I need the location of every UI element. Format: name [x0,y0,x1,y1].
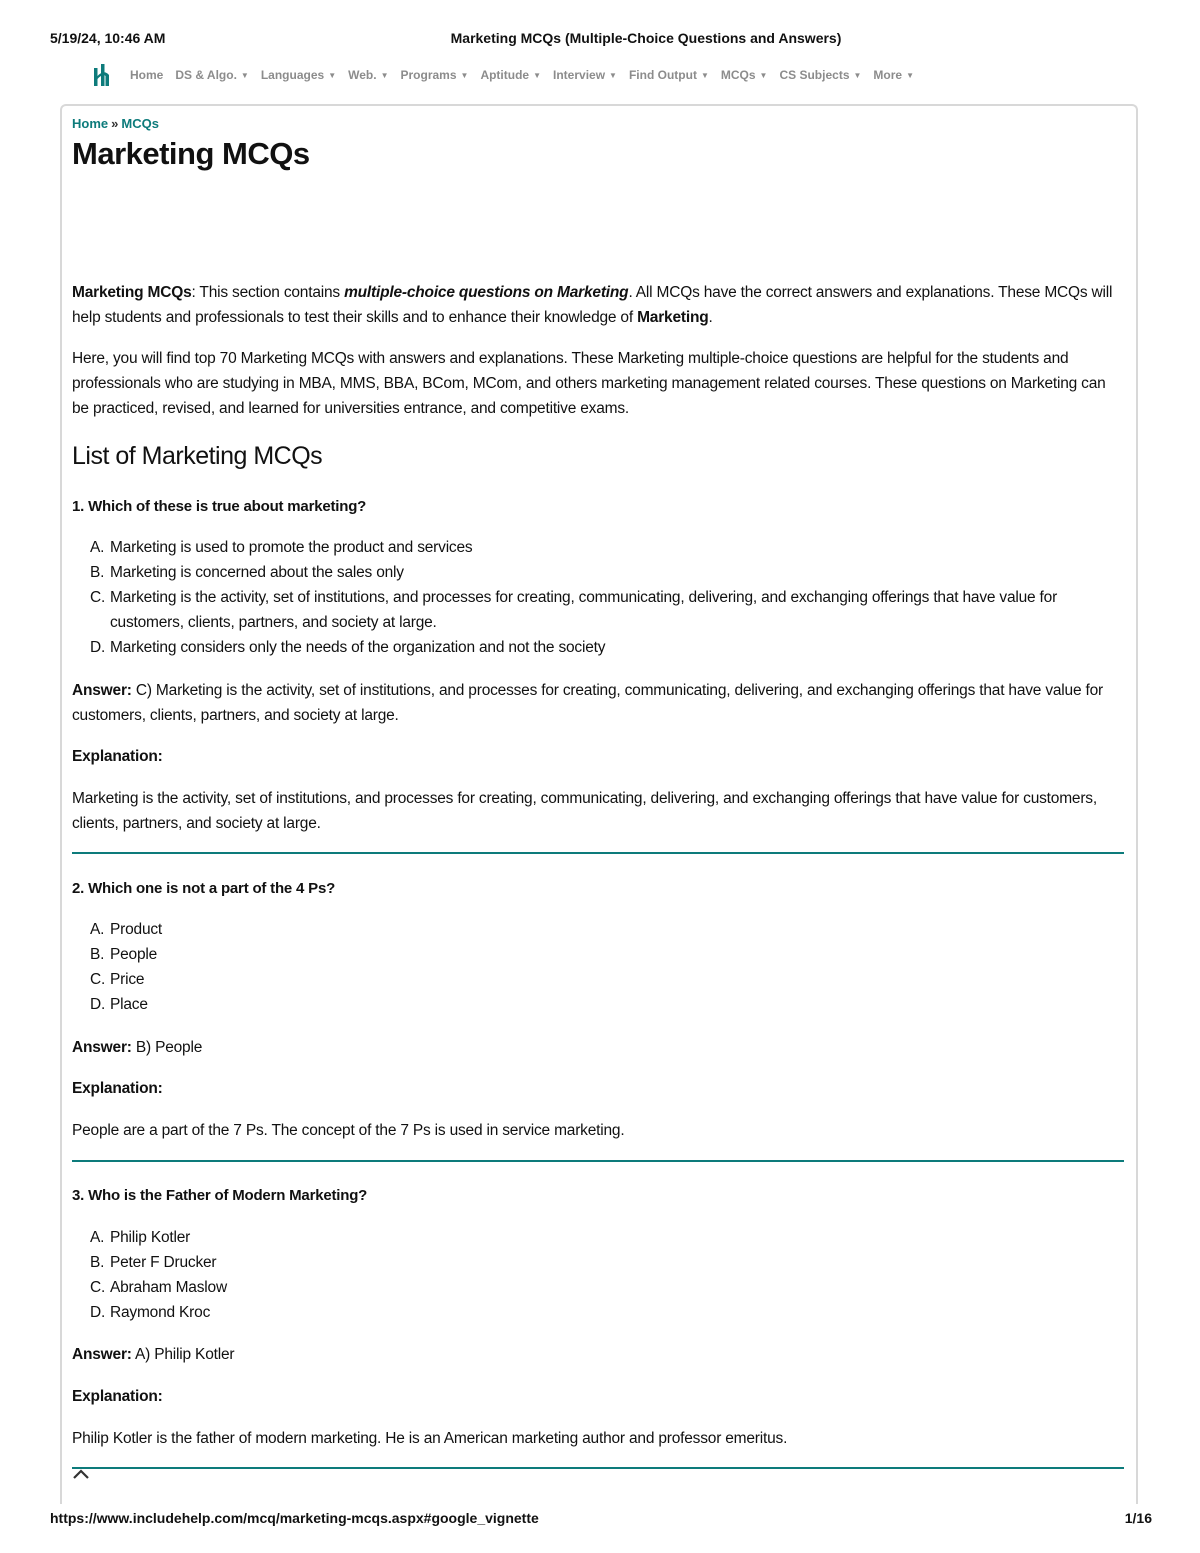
intro-text-b: . All MCQs have the correct answers and explanations. These MCQs will help students and professionals to test their skills and to enhance their knowledge of [72,284,1113,326]
chevron-down-icon: ▼ [700,71,709,80]
answer-label: Answer: [72,682,132,699]
option-letter: A. [90,539,105,556]
option-d[interactable] [90,635,1104,660]
answer-text: C) Marketing is the activity, set of institutions, and processes for creating, communicating, delivering, and exchanging offerings that have value for customers, clients, partners, and society at large. [72,682,1103,724]
option-text: Philip Kotler [110,1229,191,1246]
option-letter: A. [90,921,105,938]
option-text: Product [110,921,163,938]
nav-item-home[interactable] [130,68,163,82]
nav-item-ds-algo[interactable] [175,68,248,82]
intro-paragraph-2: Here, you will find top 70 Marketing MCQs with answers and explanations. These Marketing multiple-choice questions are helpful for the students and professionals who are studying in MBA, MMS, BBA, BCom, MCom, and others marketing management related courses. These questions on Marketing can be practiced, revised, and learned for universities entrance, and competitive exams. [72,350,1106,417]
question-1-explanation-label: Explanation: [72,748,163,765]
breadcrumb-home-link[interactable]: Home [72,116,109,131]
nav-item-label: Find Output [628,68,697,82]
nav-item-label: MCQs [720,68,756,82]
top-navbar [92,62,926,88]
question-text: 3. Who is the Father of Modern Marketing? [72,1187,368,1204]
answer-label: Answer: [72,1346,132,1363]
option-b[interactable] [90,1250,1104,1275]
question-3 [72,1185,1124,1207]
option-text: Marketing is concerned about the sales only [110,564,404,581]
nav-item-web[interactable] [348,68,388,82]
nav-item-more[interactable] [873,68,914,82]
option-letter: D. [90,996,106,1013]
chevron-down-icon: ▼ [460,71,469,80]
question-divider [72,1467,1124,1469]
question-divider [72,1160,1124,1162]
option-c[interactable] [90,585,1104,635]
nav-items [130,68,926,82]
scroll-to-top-button[interactable] [72,1468,132,1488]
breadcrumb [72,116,159,131]
question-1-explanation: Marketing is the activity, set of institutions, and processes for creating, communicating, delivering, and exchanging offerings that have value for customers, clients, partners, and society at large. [72,790,1097,832]
nav-item-languages[interactable] [261,68,336,82]
chevron-down-icon: ▼ [759,71,768,80]
question-divider [72,852,1124,854]
intro-text-a: : This section contains [191,284,345,301]
option-letter: B. [90,946,105,963]
option-letter: A. [90,1229,105,1246]
nav-item-label: Languages [260,68,325,82]
nav-item-find-output[interactable] [629,68,709,82]
intro-emphasis: multiple-choice questions on Marketing [344,284,629,301]
option-d[interactable] [90,1300,1104,1325]
question-2-options [90,917,1104,1017]
print-doc-title: Marketing MCQs (Multiple-Choice Questions and Answers) [450,30,842,46]
chevron-down-icon: ▼ [240,71,249,80]
question-3-answer [72,1342,1124,1367]
option-b[interactable] [90,942,1104,967]
nav-item-aptitude[interactable] [480,68,541,82]
content-card [60,104,1138,1504]
nav-item-mcqs[interactable] [721,68,768,82]
question-2-explanation-label: Explanation: [72,1080,163,1097]
chevron-down-icon: ▼ [328,71,337,80]
nav-item-label: Aptitude [480,68,530,82]
option-text: Marketing considers only the needs of the organization and not the society [110,639,606,656]
print-footer [50,1510,1152,1530]
option-letter: D. [90,1304,106,1321]
answer-text: B) People [135,1039,203,1056]
includehelp-logo-icon[interactable] [92,64,112,86]
option-letter: C. [90,1279,106,1296]
option-d[interactable] [90,992,1104,1017]
chevron-down-icon: ▼ [609,71,617,80]
intro-paragraph-1 [72,280,1124,330]
nav-item-cs-subjects[interactable] [779,68,861,82]
option-a[interactable] [90,1225,1104,1250]
option-text: People [110,946,158,963]
question-text: 1. Which of these is true about marketing? [72,498,367,515]
option-c[interactable] [90,967,1104,992]
option-text: Price [110,971,145,988]
print-url: https://www.includehelp.com/mcq/marketing-mcqs.aspx#google_vignette [50,1510,539,1526]
chevron-down-icon: ▼ [380,71,389,80]
intro-strong: Marketing [637,309,709,326]
question-3-explanation-label: Explanation: [72,1388,163,1405]
answer-label: Answer: [72,1039,132,1056]
question-text: 2. Which one is not a part of the 4 Ps? [72,880,336,897]
breadcrumb-mcqs-link[interactable]: MCQs [121,116,159,131]
nav-item-label: DS & Algo. [175,68,237,82]
section-title: List of Marketing MCQs [72,442,323,470]
option-a[interactable] [90,917,1104,942]
question-1 [72,496,1124,518]
option-c[interactable] [90,1275,1104,1300]
nav-item-label: Programs [400,68,457,82]
option-letter: D. [90,639,106,656]
nav-item-label: More [873,68,903,82]
chevron-up-icon [72,1468,132,1480]
print-date: 5/19/24, 10:46 AM [50,30,166,46]
print-page-number: 1/16 [1124,1510,1152,1526]
nav-item-label: Web. [348,68,377,82]
nav-item-label: Home [130,68,164,82]
question-2 [72,878,1124,900]
option-text: Raymond Kroc [110,1304,211,1321]
option-text: Abraham Maslow [110,1279,227,1296]
page-title: Marketing MCQs [72,136,310,171]
question-3-explanation: Philip Kotler is the father of modern marketing. He is an American marketing author and professor emeritus. [72,1430,788,1447]
option-a[interactable] [90,535,1104,560]
breadcrumb-separator: » [111,116,119,131]
option-text: Marketing is used to promote the product and services [110,539,473,556]
print-header [50,30,1152,50]
option-text: Marketing is the activity, set of institutions, and processes for creating, communicating, delivering, and exchanging offerings that have value for customers, clients, partners, and society at large. [110,589,1058,631]
nav-item-label: CS Subjects [779,68,850,82]
chevron-down-icon: ▼ [906,71,915,80]
chevron-down-icon: ▼ [533,71,542,80]
nav-item-label: Interview [553,68,606,82]
chevron-down-icon: ▼ [853,71,862,80]
intro-text-end: . [708,309,713,326]
question-2-explanation: People are a part of the 7 Ps. The concept of the 7 Ps is used in service marketing. [72,1122,625,1139]
option-letter: B. [90,564,105,581]
question-3-options [90,1225,1104,1325]
option-letter: B. [90,1254,105,1271]
option-b[interactable] [90,560,1104,585]
nav-item-interview[interactable] [553,68,617,82]
question-1-options [90,535,1104,660]
question-2-answer [72,1035,1124,1060]
question-1-answer [72,678,1124,728]
option-letter: C. [90,971,106,988]
option-text: Peter F Drucker [110,1254,217,1271]
option-text: Place [110,996,148,1013]
option-letter: C. [90,589,106,606]
nav-item-programs[interactable] [400,68,468,82]
intro-lead: Marketing MCQs [72,284,192,301]
answer-text: A) Philip Kotler [135,1346,235,1363]
